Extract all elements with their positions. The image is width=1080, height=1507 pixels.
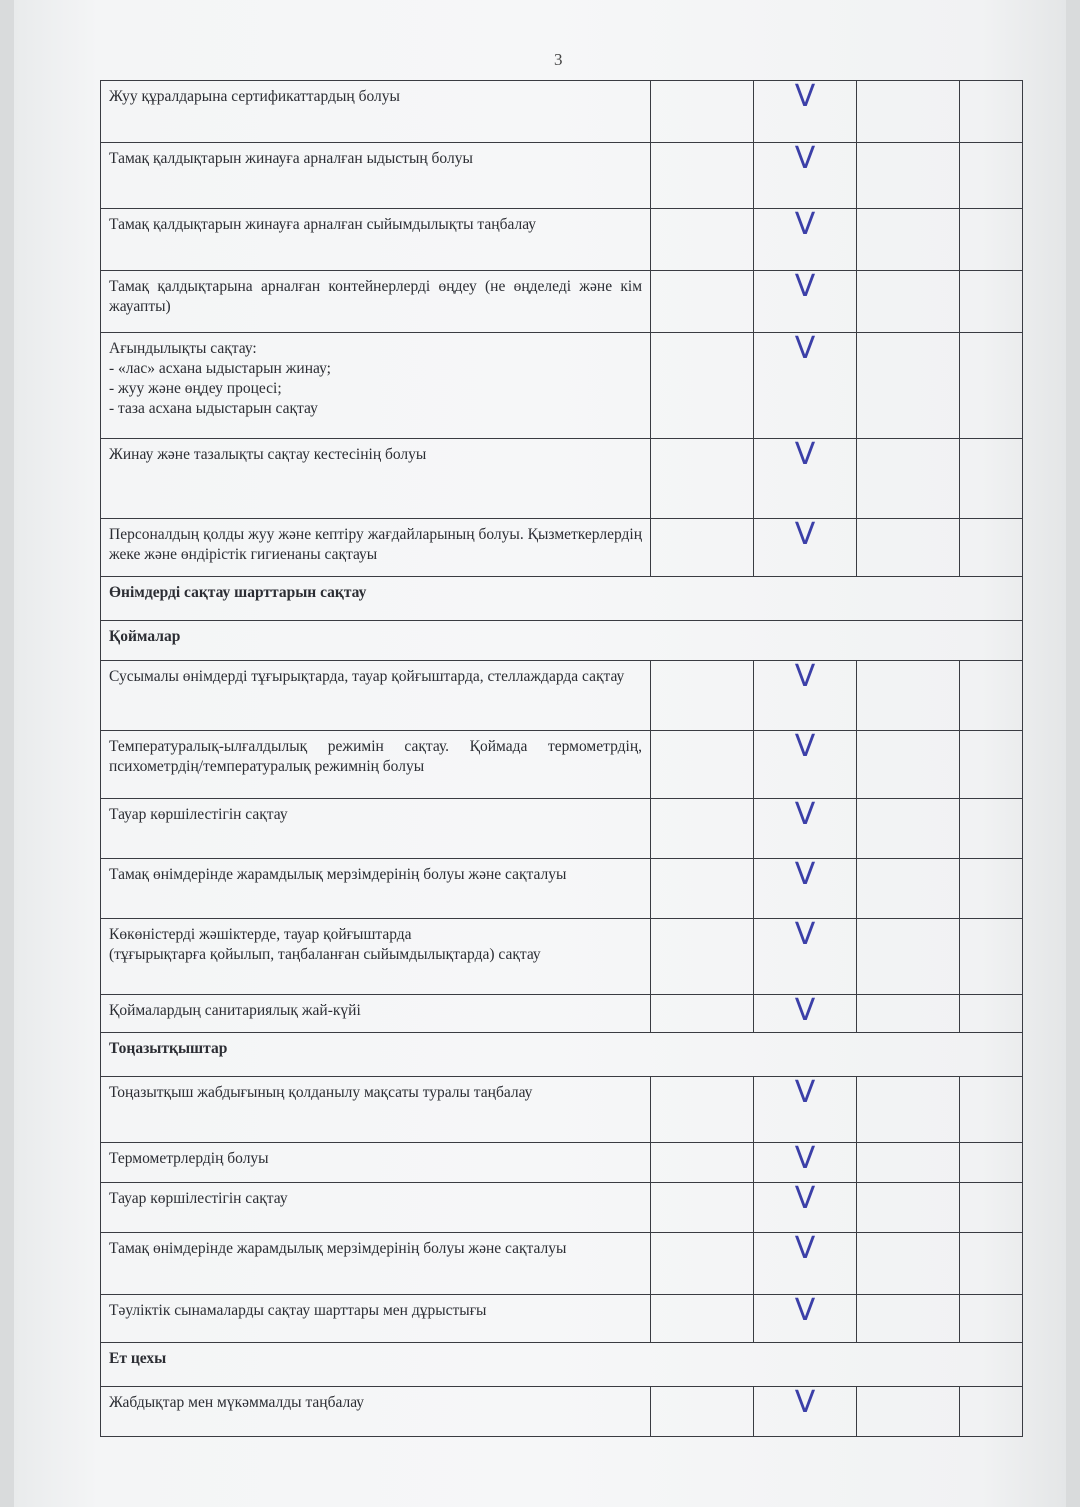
checklist-row xyxy=(101,439,1023,519)
empty-cell xyxy=(960,209,1023,271)
check-mark: V xyxy=(754,1387,857,1437)
empty-cell xyxy=(651,1183,754,1233)
checklist-row xyxy=(101,1183,1023,1233)
checklist-row xyxy=(101,731,1023,799)
check-mark: V xyxy=(754,1295,857,1343)
requirement-cell xyxy=(101,1295,651,1343)
text-line: Тауар көршілестігін сақтау xyxy=(109,806,288,823)
empty-cell xyxy=(960,1295,1023,1343)
check-mark: V xyxy=(754,209,857,271)
text-line: Тоңазытқыштар xyxy=(109,1040,228,1057)
requirement-cell xyxy=(101,333,651,439)
empty-cell xyxy=(651,799,754,859)
text-line: Тамақ өнімдерінде жарамдылық мерзімдерінің болуы және сақталуы xyxy=(109,1240,567,1257)
checklist-row xyxy=(101,271,1023,333)
empty-cell xyxy=(857,1295,960,1343)
check-mark: V xyxy=(754,1183,857,1233)
empty-cell xyxy=(651,1077,754,1143)
check-mark: V xyxy=(754,439,857,519)
requirement-cell xyxy=(101,859,651,919)
empty-cell xyxy=(651,519,754,577)
empty-cell xyxy=(857,731,960,799)
empty-cell xyxy=(651,209,754,271)
check-mark: V xyxy=(754,1143,857,1183)
document-page xyxy=(14,0,1066,1507)
text-line: Персоналдың қолды жуу және кептіру жағдайларының болуы. Қызметкерлердің жеке және өндірістік гигиенаны сақтауы xyxy=(109,526,642,563)
empty-cell xyxy=(960,995,1023,1033)
checklist-row xyxy=(101,1233,1023,1295)
check-mark: V xyxy=(754,859,857,919)
text-line: Тамақ қалдықтарын жинауға арналған ыдыстың болуы xyxy=(109,150,473,167)
check-mark: V xyxy=(754,81,857,143)
empty-cell xyxy=(651,859,754,919)
checklist-row xyxy=(101,1387,1023,1437)
checklist-table xyxy=(100,80,1023,1437)
text-line: - «лас» асхана ыдыстарын жинау; xyxy=(109,360,331,377)
requirement-cell xyxy=(101,519,651,577)
requirement-cell xyxy=(101,919,651,995)
requirement-cell xyxy=(101,799,651,859)
empty-cell xyxy=(651,333,754,439)
empty-cell xyxy=(960,81,1023,143)
empty-cell xyxy=(857,143,960,209)
section-row xyxy=(101,1033,1023,1077)
checklist-row xyxy=(101,81,1023,143)
checklist-row xyxy=(101,799,1023,859)
text-line: Сусымалы өнімдерді тұғырықтарда, тауар қойғыштарда, стеллаждарда сақтау xyxy=(109,668,625,685)
text-line: Тауар көршілестігін сақтау xyxy=(109,1190,288,1207)
check-mark: V xyxy=(754,919,857,995)
empty-cell xyxy=(651,81,754,143)
check-mark: V xyxy=(754,333,857,439)
empty-cell xyxy=(651,439,754,519)
requirement-cell xyxy=(101,81,651,143)
empty-cell xyxy=(651,661,754,731)
empty-cell xyxy=(857,519,960,577)
requirement-cell xyxy=(101,1233,651,1295)
empty-cell xyxy=(857,81,960,143)
section-row xyxy=(101,577,1023,621)
checklist-row xyxy=(101,1295,1023,1343)
requirement-cell xyxy=(101,995,651,1033)
text-line: Термометрлердің болуы xyxy=(109,1150,269,1167)
text-line: Ет цехы xyxy=(109,1350,167,1367)
check-mark: V xyxy=(754,1233,857,1295)
check-mark: V xyxy=(754,799,857,859)
requirement-cell xyxy=(101,1143,651,1183)
text-line: Қоймалар xyxy=(109,628,181,645)
requirement-cell xyxy=(101,271,651,333)
section-row xyxy=(101,1343,1023,1387)
text-line: Қоймалардың санитариялық жай-күйі xyxy=(109,1002,361,1019)
requirement-cell xyxy=(101,143,651,209)
empty-cell xyxy=(651,919,754,995)
empty-cell xyxy=(651,995,754,1033)
checklist-row xyxy=(101,209,1023,271)
section-heading xyxy=(101,1343,1023,1387)
empty-cell xyxy=(857,859,960,919)
empty-cell xyxy=(857,439,960,519)
section-heading xyxy=(101,577,1023,621)
empty-cell xyxy=(857,271,960,333)
section-heading xyxy=(101,1033,1023,1077)
check-mark: V xyxy=(754,271,857,333)
checklist-row xyxy=(101,661,1023,731)
empty-cell xyxy=(960,1387,1023,1437)
empty-cell xyxy=(857,799,960,859)
empty-cell xyxy=(960,1233,1023,1295)
checklist-row xyxy=(101,333,1023,439)
text-line: - таза асхана ыдыстарын сақтау xyxy=(109,400,318,417)
empty-cell xyxy=(651,271,754,333)
section-row xyxy=(101,621,1023,661)
empty-cell xyxy=(857,209,960,271)
empty-cell xyxy=(857,333,960,439)
empty-cell xyxy=(857,1077,960,1143)
text-line: Жинау және тазалықты сақтау кестесінің болуы xyxy=(109,446,427,463)
requirement-cell xyxy=(101,1183,651,1233)
empty-cell xyxy=(651,1387,754,1437)
empty-cell xyxy=(960,799,1023,859)
empty-cell xyxy=(960,333,1023,439)
page-number: 3 xyxy=(554,50,563,69)
checklist-row xyxy=(101,1077,1023,1143)
check-mark: V xyxy=(754,143,857,209)
check-mark: V xyxy=(754,731,857,799)
empty-cell xyxy=(651,731,754,799)
empty-cell xyxy=(960,271,1023,333)
checklist-row xyxy=(101,995,1023,1033)
text-line: Температуралық-ылғалдылық режимін сақтау. Қоймада термометрдің, психометрдің/температуралық режимнің болуы xyxy=(109,738,642,775)
text-line: (тұғырықтарға қойылып, таңбаланған сыйымдылықтарда) сақтау xyxy=(109,946,541,963)
empty-cell xyxy=(857,995,960,1033)
text-line: - жуу және өңдеу процесі; xyxy=(109,380,282,397)
empty-cell xyxy=(857,919,960,995)
empty-cell xyxy=(857,1143,960,1183)
empty-cell xyxy=(960,919,1023,995)
check-mark: V xyxy=(754,995,857,1033)
checklist-row xyxy=(101,1143,1023,1183)
checklist-row xyxy=(101,859,1023,919)
text-line: Өнімдерді сақтау шарттарын сақтау xyxy=(109,584,367,601)
empty-cell xyxy=(857,661,960,731)
empty-cell xyxy=(960,143,1023,209)
empty-cell xyxy=(651,1295,754,1343)
requirement-cell xyxy=(101,439,651,519)
checklist-row xyxy=(101,919,1023,995)
empty-cell xyxy=(960,439,1023,519)
text-line: Жуу құралдарына сертификаттардың болуы xyxy=(109,88,400,105)
section-heading xyxy=(101,621,1023,661)
empty-cell xyxy=(651,143,754,209)
text-line: Жабдықтар мен мүкәммалды таңбалау xyxy=(109,1394,365,1411)
text-line: Тамақ қалдықтарын жинауға арналған сыйымдылықты таңбалау xyxy=(109,216,537,233)
empty-cell xyxy=(960,859,1023,919)
check-mark: V xyxy=(754,661,857,731)
empty-cell xyxy=(857,1387,960,1437)
text-line: Тоңазытқыш жабдығының қолданылу мақсаты туралы таңбалау xyxy=(109,1084,533,1101)
check-mark: V xyxy=(754,1077,857,1143)
checklist-row xyxy=(101,519,1023,577)
requirement-cell xyxy=(101,661,651,731)
empty-cell xyxy=(857,1233,960,1295)
empty-cell xyxy=(960,1143,1023,1183)
requirement-cell xyxy=(101,1387,651,1437)
text-line: Тамақ өнімдерінде жарамдылық мерзімдерінің болуы және сақталуы xyxy=(109,866,567,883)
empty-cell xyxy=(651,1143,754,1183)
empty-cell xyxy=(857,1183,960,1233)
requirement-cell xyxy=(101,209,651,271)
requirement-cell xyxy=(101,1077,651,1143)
empty-cell xyxy=(960,1077,1023,1143)
empty-cell xyxy=(960,1183,1023,1233)
checklist-row xyxy=(101,143,1023,209)
empty-cell xyxy=(960,731,1023,799)
empty-cell xyxy=(960,661,1023,731)
text-line: Ағындылықты сақтау: xyxy=(109,340,257,357)
requirement-cell xyxy=(101,731,651,799)
text-line: Тамақ қалдықтарына арналған контейнерлерді өңдеу (не өңделеді және кім жауапты) xyxy=(109,278,642,315)
check-mark: V xyxy=(754,519,857,577)
text-line: Көкөністерді жәшіктерде, тауар қойғыштарда xyxy=(109,926,412,943)
text-line: Тәуліктік сынамаларды сақтау шарттары мен дұрыстығы xyxy=(109,1302,487,1319)
empty-cell xyxy=(960,519,1023,577)
empty-cell xyxy=(651,1233,754,1295)
